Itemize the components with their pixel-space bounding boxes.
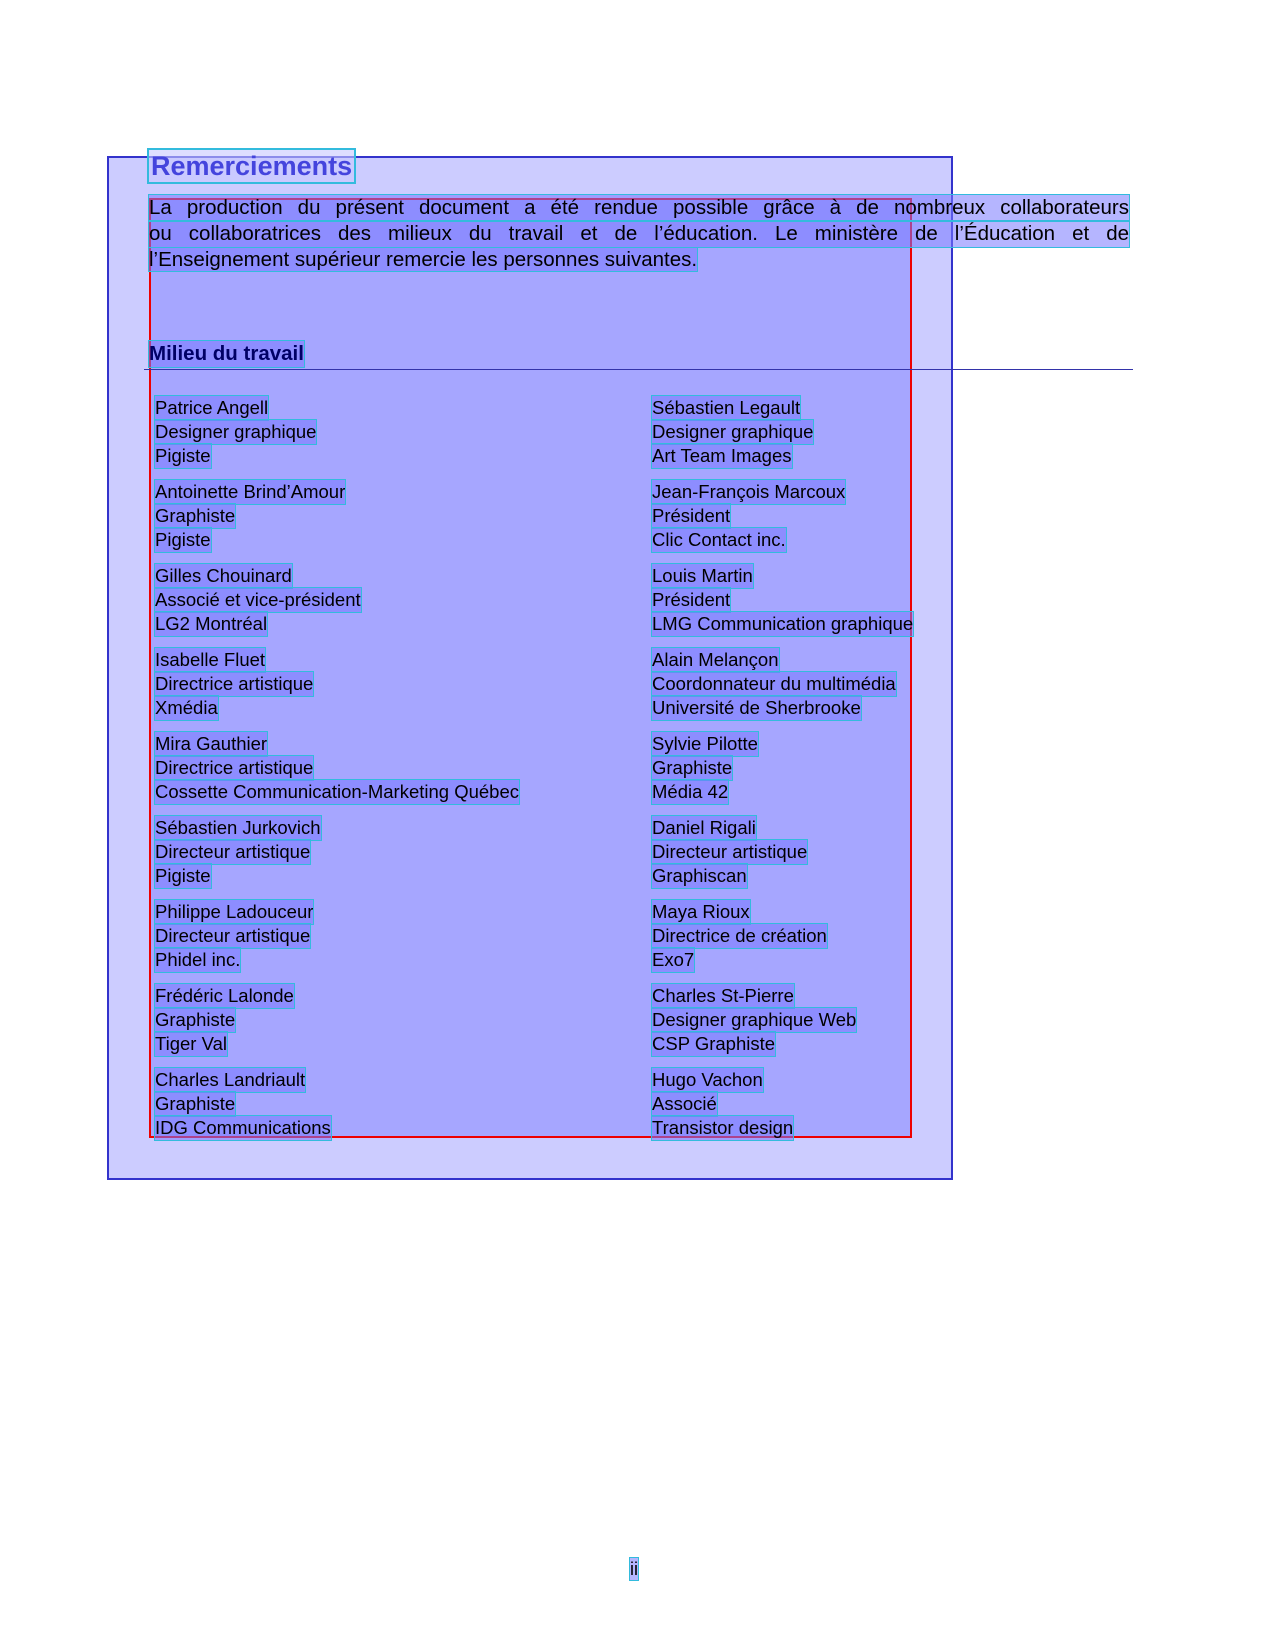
contributor-org: Université de Sherbrooke — [652, 697, 861, 718]
contributor-role-row — [155, 1092, 635, 1116]
contributor-role: Président — [652, 589, 731, 610]
contributor-entry — [155, 816, 635, 888]
contributor-org-row — [155, 864, 635, 888]
contributor-name: Hugo Vachon — [652, 1069, 763, 1090]
contributor-role-row — [652, 420, 1132, 444]
contributor-org-row — [652, 1116, 1132, 1140]
contributor-role-row — [155, 756, 635, 780]
contributor-org-row — [155, 696, 635, 720]
contributor-entry — [652, 732, 1132, 804]
contributor-entry — [155, 984, 635, 1056]
contributor-name-row — [155, 984, 635, 1008]
contributor-name: Sylvie Pilotte — [652, 733, 758, 754]
contributor-role: Directeur artistique — [155, 925, 311, 946]
contributor-org-row — [155, 1032, 635, 1056]
contributor-org-row — [155, 948, 635, 972]
contributor-role: Directeur artistique — [652, 841, 808, 862]
contributor-entry — [652, 900, 1132, 972]
contributor-role: Graphiste — [652, 757, 733, 778]
contributor-name-row — [155, 732, 635, 756]
contributor-role: Designer graphique — [652, 421, 814, 442]
contributor-org-row — [155, 612, 635, 636]
contributor-name-row — [155, 396, 635, 420]
contributor-org-row — [155, 528, 635, 552]
contributor-entry — [155, 732, 635, 804]
page-number: ii — [630, 1559, 638, 1579]
contributor-role: Directrice de création — [652, 925, 827, 946]
contributor-role-row — [652, 840, 1132, 864]
contributor-role: Coordonnateur du multimédia — [652, 673, 896, 694]
contributor-name: Isabelle Fluet — [155, 649, 266, 670]
contributor-org-row — [155, 780, 635, 804]
contributor-org-row — [652, 1032, 1132, 1056]
contributor-name-row — [652, 564, 1132, 588]
contributor-role: Graphiste — [155, 1093, 236, 1114]
contributor-entry — [652, 564, 1132, 636]
contributor-name: Philippe Ladouceur — [155, 901, 314, 922]
contributor-org-row — [652, 696, 1132, 720]
contributor-role-row — [155, 672, 635, 696]
intro-paragraph — [149, 195, 1129, 273]
contributor-org: LG2 Montréal — [155, 613, 268, 634]
contributor-role: Graphiste — [155, 1009, 236, 1030]
contributor-name: Daniel Rigali — [652, 817, 756, 838]
contributor-role: Directrice artistique — [155, 673, 314, 694]
contributor-name: Charles Landriault — [155, 1069, 306, 1090]
contributor-name-row — [155, 1068, 635, 1092]
contributor-name: Mira Gauthier — [155, 733, 268, 754]
contributor-name: Frédéric Lalonde — [155, 985, 294, 1006]
contributor-org: LMG Communication graphique — [652, 613, 914, 634]
intro-line: ou collaboratrices des milieux du travail et de l’éducation. Le ministère de l’Éducation et de — [149, 222, 1129, 245]
contributor-name: Maya Rioux — [652, 901, 750, 922]
contributor-entry — [652, 396, 1132, 468]
contributor-org-row — [652, 948, 1132, 972]
contributor-name: Sébastien Legault — [652, 397, 801, 418]
contributor-name-row — [155, 648, 635, 672]
contributor-entry — [652, 1068, 1132, 1140]
contributor-org: Exo7 — [652, 949, 695, 970]
contributor-role: Associé et vice-président — [155, 589, 361, 610]
contributor-org: Pigiste — [155, 445, 211, 466]
contributor-name-row — [652, 816, 1132, 840]
contributor-org: Média 42 — [652, 781, 729, 802]
section-divider — [144, 369, 1133, 370]
contributor-name-row — [155, 816, 635, 840]
contributor-role-row — [652, 504, 1132, 528]
contributor-name-row — [155, 480, 635, 504]
contributor-org: Graphiscan — [652, 865, 747, 886]
contributor-entry — [652, 816, 1132, 888]
contributor-org: Cossette Communication-Marketing Québec — [155, 781, 519, 802]
contributor-org: CSP Graphiste — [652, 1033, 776, 1054]
contributor-role: Directrice artistique — [155, 757, 314, 778]
contributor-org: Pigiste — [155, 529, 211, 550]
contributor-name: Jean-François Marcoux — [652, 481, 846, 502]
contributor-org: Tiger Val — [155, 1033, 227, 1054]
contributor-name-row — [652, 732, 1132, 756]
contributor-name: Charles St-Pierre — [652, 985, 794, 1006]
intro-line: La production du présent document a été rendue possible grâce à de nombreux collaborateurs — [149, 196, 1129, 219]
contributor-role-row — [155, 588, 635, 612]
contributor-role-row — [155, 504, 635, 528]
contributor-name-row — [652, 480, 1132, 504]
contributor-org: Xmédia — [155, 697, 218, 718]
contributor-entry — [155, 1068, 635, 1140]
page-title: Remerciements — [151, 151, 353, 181]
contributor-name-row — [652, 1068, 1132, 1092]
contributor-role: Associé — [652, 1093, 717, 1114]
contributor-org: Phidel inc. — [155, 949, 241, 970]
contributor-entry — [155, 396, 635, 468]
contributor-role-row — [652, 672, 1132, 696]
contributor-role-row — [155, 420, 635, 444]
contributor-org-row — [155, 1116, 635, 1140]
contributor-entry — [155, 480, 635, 552]
contributor-entry — [155, 648, 635, 720]
contributor-role-row — [652, 588, 1132, 612]
contributor-name: Patrice Angell — [155, 397, 269, 418]
contributor-org-row — [155, 444, 635, 468]
contributor-role-row — [155, 840, 635, 864]
contributor-org: Art Team Images — [652, 445, 792, 466]
contributor-name: Louis Martin — [652, 565, 753, 586]
contributor-entry — [652, 984, 1132, 1056]
contributor-org: IDG Communications — [155, 1117, 331, 1138]
contributor-org: Pigiste — [155, 865, 211, 886]
contributor-org-row — [652, 864, 1132, 888]
contributor-role-row — [652, 1092, 1132, 1116]
contributor-role: Graphiste — [155, 505, 236, 526]
contributor-role-row — [652, 756, 1132, 780]
contributor-org-row — [652, 612, 1132, 636]
contributor-entry — [652, 480, 1132, 552]
contributor-org: Transistor design — [652, 1117, 794, 1138]
contributor-role: Directeur artistique — [155, 841, 311, 862]
contributor-name: Antoinette Brind’Amour — [155, 481, 346, 502]
contributor-name: Gilles Chouinard — [155, 565, 292, 586]
contributor-role-row — [652, 924, 1132, 948]
contributor-org: Clic Contact inc. — [652, 529, 786, 550]
contributor-name: Alain Melançon — [652, 649, 779, 670]
contributor-role-row — [652, 1008, 1132, 1032]
contributor-entry — [155, 564, 635, 636]
contributor-name: Sébastien Jurkovich — [155, 817, 321, 838]
contributor-org-row — [652, 444, 1132, 468]
contributor-name-row — [155, 564, 635, 588]
section-title: Milieu du travail — [149, 342, 304, 365]
contributor-name-row — [652, 648, 1132, 672]
contributor-entry — [652, 648, 1132, 720]
contributor-role-row — [155, 1008, 635, 1032]
contributor-entry — [155, 900, 635, 972]
contributor-role: Président — [652, 505, 731, 526]
intro-line-text: l’Enseignement supérieur remercie les personnes suivantes. — [149, 248, 698, 271]
contributor-role: Designer graphique Web — [652, 1009, 857, 1030]
contributor-name-row — [652, 396, 1132, 420]
contributor-name-row — [652, 984, 1132, 1008]
contributor-org-row — [652, 528, 1132, 552]
intro-line — [149, 247, 1129, 273]
contributor-org-row — [652, 780, 1132, 804]
contributor-name-row — [155, 900, 635, 924]
contributor-role: Designer graphique — [155, 421, 317, 442]
contributor-name-row — [652, 900, 1132, 924]
contributor-role-row — [155, 924, 635, 948]
